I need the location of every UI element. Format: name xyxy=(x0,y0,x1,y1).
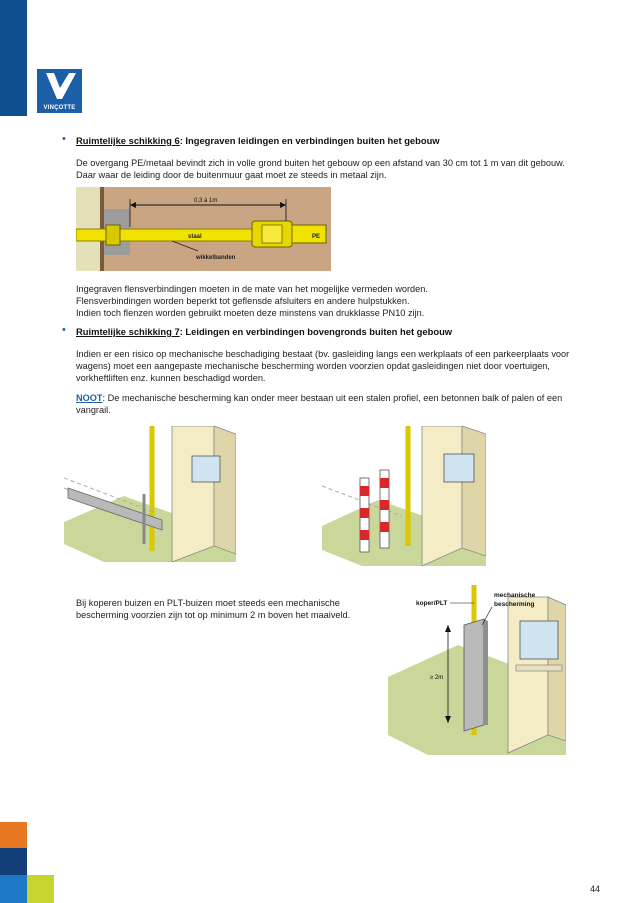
section7-p3: vorkheftliften enz. kunnen beschadigd worden. xyxy=(76,373,266,383)
height-label: ≥ 2m xyxy=(430,675,444,681)
bollard-right xyxy=(380,470,389,548)
footer-color-blocks xyxy=(0,822,27,903)
noot-text-2: vangrail. xyxy=(76,405,111,415)
navy-block xyxy=(0,848,27,875)
copper-line-2: bescherming voorzien zijn tot op minimum 2 m boven het maaiveld. xyxy=(76,610,351,620)
noot-text: : De mechanische bescherming kan onder meer bestaan uit een stalen profiel, een betonnen balk of palen of een xyxy=(102,393,563,403)
section6-p4: Flensverbindingen worden beperkt tot geflensde afsluiters en andere hulpstukken. xyxy=(76,296,410,306)
blue-block xyxy=(0,875,27,903)
sidebar-color-bar xyxy=(0,0,27,116)
checkmark-icon xyxy=(37,69,82,103)
logo-text: VINÇOTTE xyxy=(43,105,76,111)
section7-p2: wagens) moet een aangepaste mechanische bescherming worden voorzien opdat gasleidingen niet door voertuigen, xyxy=(76,361,550,371)
bollard-left xyxy=(360,478,369,552)
section6-heading xyxy=(76,135,440,146)
section6-p3: Ingegraven flensverbindingen moeten in de mate van het mogelijke vermeden worden. xyxy=(76,284,428,294)
vincotte-logo xyxy=(37,69,82,113)
copper-line-1: Bij koperen buizen en PLT-buizen moet steeds een mechanische xyxy=(76,598,340,608)
section6-link[interactable]: Ruimtelijke schikking 6 xyxy=(76,135,180,146)
tape-label: wikkelbanden xyxy=(196,255,236,261)
protection-label-1: mechanische xyxy=(494,592,536,599)
buried-pipe-figure xyxy=(76,187,331,271)
bullet-icon: • xyxy=(62,133,66,145)
bullet-icon: • xyxy=(62,324,66,336)
page-number: 44 xyxy=(590,884,601,894)
copper-protection-figure xyxy=(388,585,566,755)
section7-link[interactable]: Ruimtelijke schikking 7 xyxy=(76,326,180,337)
section6-title: : Ingegraven leidingen en verbindingen buiten het gebouw xyxy=(179,135,440,146)
lime-block xyxy=(27,875,54,903)
noot-line xyxy=(76,392,562,404)
pe-label: PE xyxy=(312,234,321,240)
pipe-label: koper/PLT xyxy=(416,600,448,607)
steel-profile-figure xyxy=(64,426,236,562)
orange-block xyxy=(0,822,27,848)
section6-p1: De overgang PE/metaal bevindt zich in volle grond buiten het gebouw op een afstand van 30 cm tot 1 m van dit gebouw. xyxy=(76,158,565,168)
section6-p2: Daar waar de leiding door de buitenmuur gaat moet ze steeds in metaal zijn. xyxy=(76,170,387,180)
steel-label: staal xyxy=(188,234,202,240)
protection-label-2: bescherming xyxy=(494,601,535,608)
section7-p1: Indien er een risico op mechanische beschadiging bestaat (bv. gasleiding langs een werkplaats of een parkeerplaats voor xyxy=(76,349,570,359)
section6-p5: Indien toch flenzen worden gebruikt moeten deze minstens van drukklasse PN10 zijn. xyxy=(76,308,425,318)
bollards-figure xyxy=(322,426,486,566)
section7-title: : Leidingen en verbindingen bovengronds buiten het gebouw xyxy=(179,326,453,337)
section7-heading xyxy=(76,326,452,337)
noot-label: NOOT xyxy=(76,393,103,403)
distance-label: 0,3 à 1m xyxy=(194,198,218,204)
